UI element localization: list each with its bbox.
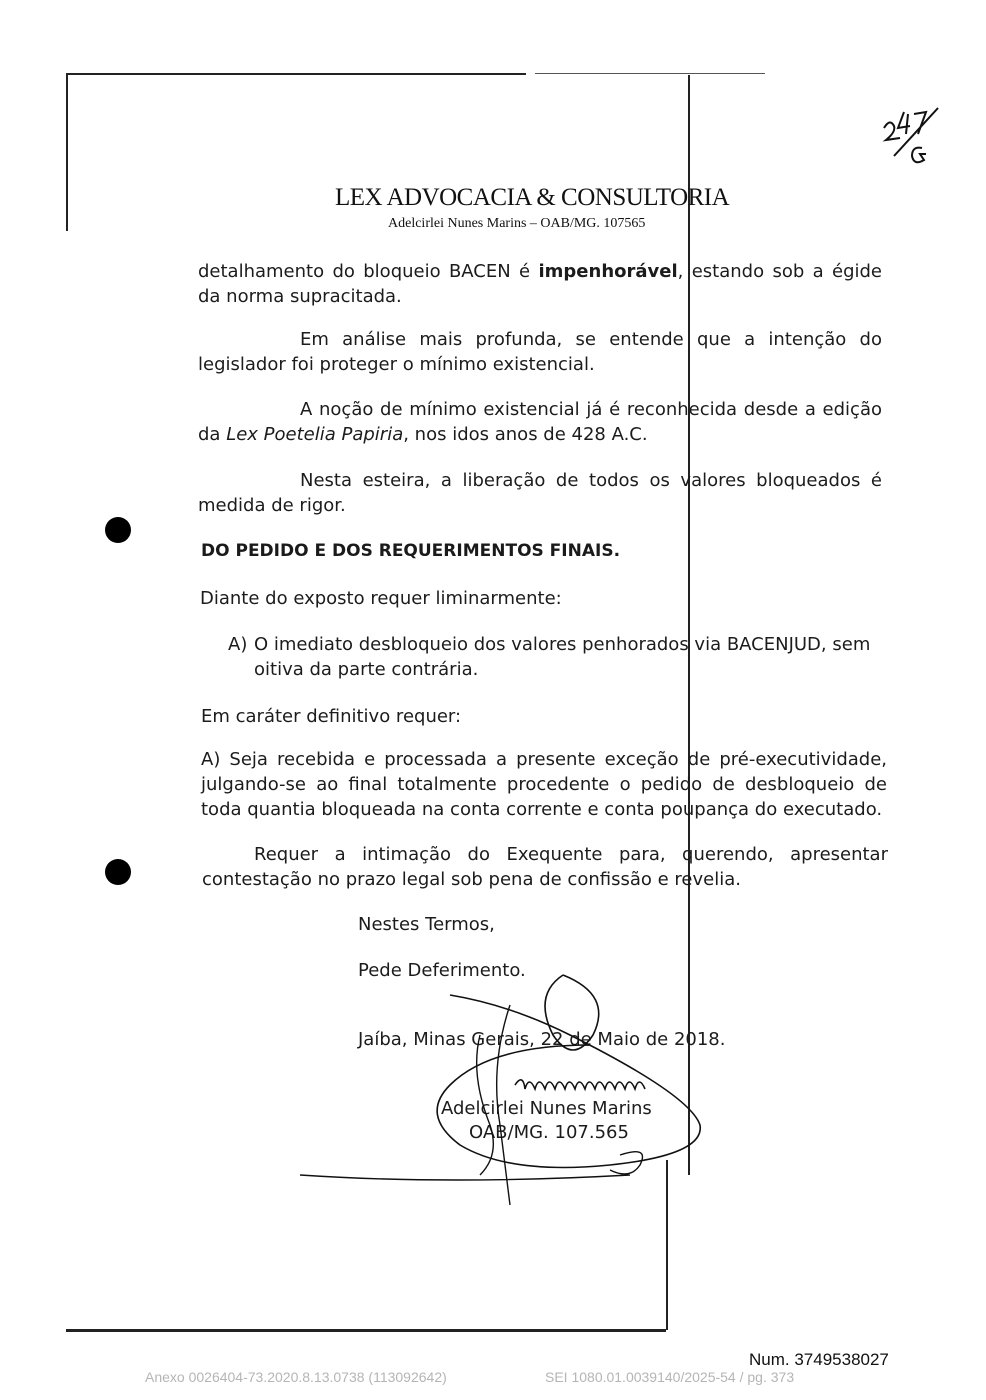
punch-hole-lower xyxy=(105,859,131,885)
handwritten-page-number xyxy=(880,104,950,174)
section-heading: DO PEDIDO E DOS REQUERIMENTOS FINAIS. xyxy=(201,541,621,561)
signer-name: Adelcirlei Nunes Marins xyxy=(441,1098,652,1119)
p1-text-bold: impenhorável xyxy=(538,261,678,282)
scan-left-border xyxy=(66,73,68,231)
paragraph-nesta-esteira: Nesta esteira, a liberação de todos os valores bloqueados é medida de rigor. xyxy=(198,470,882,516)
paragraph-impenhoravel xyxy=(198,259,882,309)
footer-sei: SEI 1080.01.0039140/2025-54 / pg. 373 xyxy=(545,1369,795,1385)
p1-text-post: , estando sob a égide da norma supracitada. xyxy=(198,261,882,307)
intro-definitivo: Em caráter definitivo requer: xyxy=(201,706,462,727)
handwritten-signature xyxy=(300,965,740,1215)
footer-anexo: Anexo 0026404-73.2020.8.13.0738 (113092642) xyxy=(145,1369,447,1385)
paragraph-definitivo-a: A) Seja recebida e processada a presente exceção de pré-executividade, julgando-se ao final totalmente procedente o pedido de desbloqueio de toda quantia bloqueada na conta corrente e conta poupança do executado. xyxy=(201,749,887,820)
document-number: Num. 3749538027 xyxy=(749,1350,889,1369)
closing-pede-deferimento: Pede Deferimento. xyxy=(358,960,526,981)
closing-nestes-termos: Nestes Termos, xyxy=(358,914,495,935)
scan-top-border xyxy=(66,73,526,75)
list-item-text: O imediato desbloqueio dos valores penhorados via BACENJUD, sem oitiva da parte contrária. xyxy=(254,634,871,680)
signer-oab: OAB/MG. 107.565 xyxy=(469,1122,629,1143)
intro-liminar: Diante do exposto requer liminarmente: xyxy=(200,588,562,609)
p3-text-pre: A noção de mínimo existencial já é reconhecida desde a edição da xyxy=(198,399,882,445)
list-item-marker: A) xyxy=(228,634,248,655)
attorney-line: Adelcirlei Nunes Marins – OAB/MG. 107565 xyxy=(388,216,646,231)
paragraph-minimo-existencial xyxy=(198,397,882,447)
closing-place-date: Jaíba, Minas Gerais, 22 de Maio de 2018. xyxy=(358,1029,726,1050)
p3-text-italic: Lex Poetelia Papiria xyxy=(226,424,404,445)
p1-text-pre: detalhamento do bloqueio BACEN é xyxy=(198,261,539,282)
punch-hole-upper xyxy=(105,517,131,543)
paragraph-analise: Em análise mais profunda, se entende que a intenção do legislador foi proteger o mínimo existencial. xyxy=(198,329,882,375)
scan-top-border-dash xyxy=(535,73,765,74)
paragraph-intimacao: Requer a intimação do Exequente para, querendo, apresentar contestação no prazo legal sob pena de confissão e revelia. xyxy=(202,844,888,890)
firm-name: LEX ADVOCACIA & CONSULTORIA xyxy=(335,184,730,211)
scan-bottom-border xyxy=(66,1329,666,1332)
list-item-liminar-a xyxy=(228,632,894,684)
p3-text-post: , nos idos anos de 428 A.C. xyxy=(403,424,648,445)
